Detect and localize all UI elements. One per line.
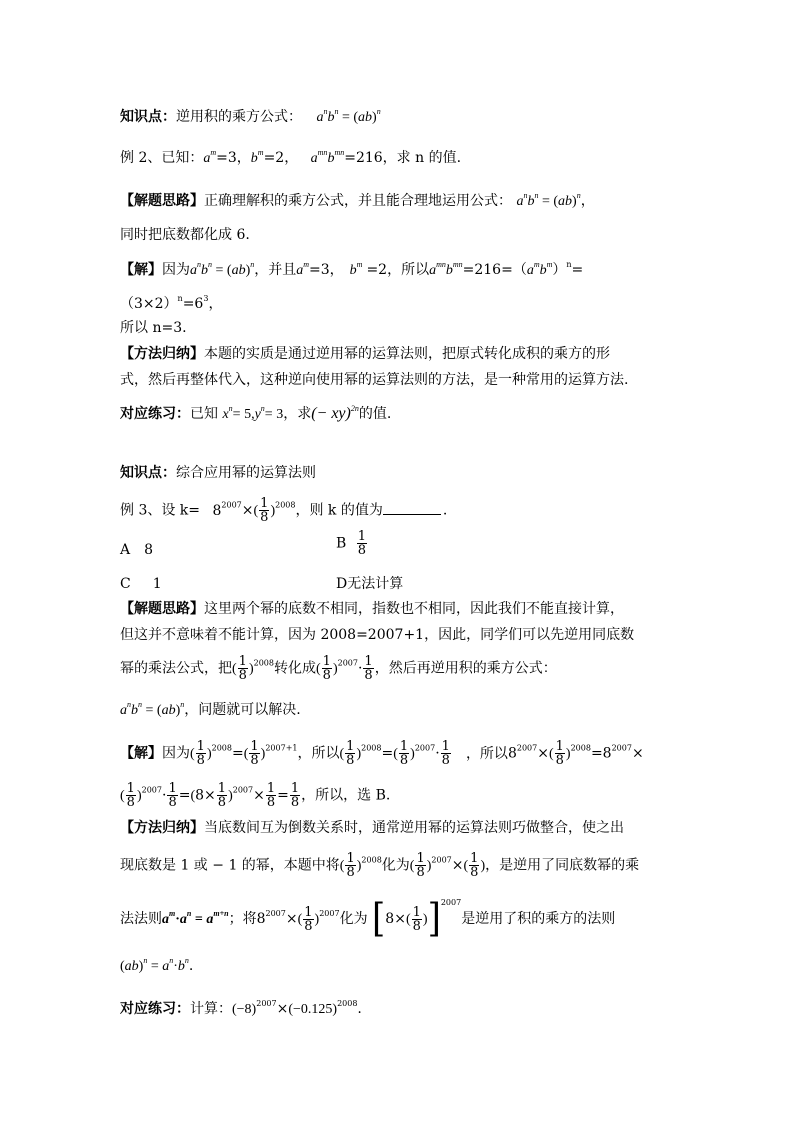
lparen: ( bbox=[463, 858, 469, 874]
fraction-1-8 bbox=[126, 782, 136, 809]
base-8: 8 bbox=[256, 911, 266, 927]
solution-label: 【解】 bbox=[120, 745, 162, 762]
option-c-label: C bbox=[120, 576, 131, 592]
solution-3-line1 bbox=[120, 740, 644, 767]
base-8: 8 bbox=[212, 502, 222, 519]
method-3-text3c: 化为 bbox=[339, 911, 368, 927]
fraction-1-8 bbox=[345, 740, 355, 767]
times: × bbox=[204, 787, 216, 804]
method-3-end: . bbox=[188, 958, 194, 974]
fraction-1-8 bbox=[441, 740, 451, 767]
fraction-1-8 bbox=[357, 530, 367, 557]
fraction-1-8 bbox=[469, 852, 479, 879]
var-a: a bbox=[203, 151, 211, 166]
lparen: ( bbox=[393, 746, 398, 762]
fraction-1-8 bbox=[322, 655, 332, 682]
lparen: ( bbox=[315, 661, 321, 677]
den: 8 bbox=[555, 753, 564, 768]
exp-2007p1: 2007+1 bbox=[265, 743, 298, 753]
den: 8 bbox=[238, 668, 247, 683]
fraction-1-8 bbox=[412, 906, 422, 933]
den: 8 bbox=[441, 753, 450, 768]
solution-3-line2 bbox=[120, 782, 390, 809]
exp-n: n bbox=[566, 260, 572, 269]
practice-2 bbox=[120, 404, 391, 425]
idea-3-line2: 但这并不意味着不能计算，因为 2008=2007+1，因此，同学们可以先逆用同底数 bbox=[120, 627, 635, 643]
exp-2007: 2007 bbox=[516, 743, 538, 753]
method-3-text1: 当底数间互为倒数关系时，通常逆用幂的运算法则巧做整合，使之出 bbox=[204, 820, 624, 836]
num: 1 bbox=[470, 851, 479, 866]
exp-2007: 2007 bbox=[440, 898, 462, 907]
option-c bbox=[120, 574, 162, 594]
knowledge-label: 知识点： bbox=[120, 109, 176, 125]
den: 8 bbox=[260, 510, 269, 525]
den: 8 bbox=[266, 795, 276, 810]
formula: $a^nb^n = (ab)^n$ bbox=[516, 191, 581, 209]
dot: . bbox=[357, 1001, 362, 1017]
example-2-prefix: 例 2、已知： bbox=[120, 150, 204, 166]
times: × bbox=[394, 911, 406, 927]
rparen: ) bbox=[260, 746, 266, 762]
option-d bbox=[336, 574, 403, 594]
formula-am-an: $a^m\cdot a^n = a^{m+n}$ bbox=[162, 909, 229, 927]
idea-3-line3 bbox=[120, 655, 557, 682]
base-8: 8 bbox=[507, 745, 517, 762]
rparen: ) bbox=[228, 788, 233, 804]
exp-2008: 2008 bbox=[361, 855, 382, 865]
solution-2-line1 bbox=[120, 260, 583, 281]
var-yn: $y^n$ bbox=[254, 404, 265, 422]
den: 8 bbox=[412, 918, 421, 934]
example-2 bbox=[120, 148, 461, 169]
option-a-label: A bbox=[120, 542, 131, 558]
exp-2008: 2008 bbox=[211, 743, 232, 753]
example-3-pre: 例 3、设 k= bbox=[120, 502, 201, 519]
num: 1 bbox=[412, 904, 421, 920]
practice-label: 对应练习： bbox=[120, 1001, 190, 1017]
exp-2008: 2008 bbox=[253, 658, 274, 668]
fraction-1-8 bbox=[196, 740, 206, 767]
method-3-line4 bbox=[120, 956, 193, 977]
den: 8 bbox=[470, 865, 479, 880]
num: 1 bbox=[416, 851, 425, 866]
var-ambm: $a^{mn}b^{mn}$ bbox=[429, 260, 463, 278]
eq-6: =6 bbox=[182, 296, 204, 312]
den: 8 bbox=[346, 865, 355, 880]
so: ，所以 bbox=[297, 745, 340, 762]
knowledge-text: 逆用积的乘方公式： bbox=[176, 109, 302, 125]
times: × bbox=[253, 787, 265, 804]
rparen: ) bbox=[422, 912, 428, 927]
solution-mid: ，并且 bbox=[254, 262, 297, 278]
times: × bbox=[631, 745, 644, 762]
cond-216: =216，求 n 的值. bbox=[344, 150, 462, 166]
den: 8 bbox=[304, 918, 313, 934]
lparen: ( bbox=[409, 858, 415, 874]
rparen: ) bbox=[356, 746, 362, 762]
expr-neg8: (−8) bbox=[232, 1002, 257, 1017]
idea-3-text3b: 转化成 bbox=[273, 660, 316, 677]
lparen: ( bbox=[548, 746, 554, 762]
den: 8 bbox=[399, 753, 409, 768]
practice-post: 的值. bbox=[358, 406, 392, 422]
base-8: 8 bbox=[385, 911, 395, 927]
fraction-1-8 bbox=[238, 655, 248, 682]
rparen: ) bbox=[410, 746, 415, 762]
times: × bbox=[285, 911, 298, 927]
num: 1 bbox=[357, 529, 367, 544]
den: 8 bbox=[357, 543, 367, 558]
num: 1 bbox=[238, 654, 247, 669]
exp-2007: 2007 bbox=[232, 785, 254, 795]
method-label: 【方法归纳】 bbox=[120, 820, 204, 836]
lparen: ( bbox=[297, 912, 303, 927]
method-label: 【方法归纳】 bbox=[120, 346, 204, 362]
practice-label: 对应练习： bbox=[120, 406, 190, 422]
exp-mn2: mn bbox=[334, 148, 345, 157]
idea-text: 正确理解积的乘方公式，并且能合理地运用公式： bbox=[204, 193, 512, 209]
dot: . bbox=[442, 502, 448, 519]
knowledge-point-2 bbox=[120, 463, 316, 483]
fraction-1-8 bbox=[345, 852, 355, 879]
formula: $a^nb^n = (ab)^n$ bbox=[120, 700, 185, 718]
fraction-1-8 bbox=[217, 782, 227, 809]
den: 8 bbox=[196, 753, 205, 768]
rparen: ) bbox=[332, 661, 338, 677]
method-3-text2b: 化为 bbox=[381, 857, 410, 874]
solution-2-line2 bbox=[120, 294, 222, 314]
fraction-1-8 bbox=[167, 782, 177, 809]
practice-pre: 已知 bbox=[190, 406, 218, 422]
option-a bbox=[120, 540, 153, 560]
num: 1 bbox=[290, 781, 300, 796]
fraction-1-8 bbox=[249, 740, 259, 767]
idea-2-line2: 同时把底数都化成 6. bbox=[120, 227, 250, 243]
formula: $a^nb^n = (ab)^n$ bbox=[316, 107, 381, 125]
exp-2007: 2007 bbox=[221, 500, 242, 510]
idea-label: 【解题思路】 bbox=[120, 193, 204, 209]
close-paren: ） bbox=[552, 262, 567, 278]
dot-op: · bbox=[161, 787, 167, 804]
num: 1 bbox=[266, 781, 276, 796]
fraction-1-8 bbox=[259, 497, 269, 524]
num: 1 bbox=[260, 496, 269, 511]
option-b-label: B bbox=[336, 535, 347, 552]
eq: = bbox=[590, 745, 603, 762]
method-3-text3d: 是逆用了积的乘方的法则 bbox=[461, 911, 616, 927]
num: 1 bbox=[250, 739, 259, 754]
idea-3-text1: 这里两个幂的底数不相同，指数也不相同，因此我们不能直接计算， bbox=[204, 601, 624, 617]
solution-3-end: ，所以，选 B. bbox=[301, 787, 391, 804]
exp-2007: 2007 bbox=[265, 909, 286, 918]
answer-blank[interactable] bbox=[383, 502, 441, 515]
inner-ambm: $a^mb^m$ bbox=[526, 260, 553, 278]
rparen: ) bbox=[206, 746, 212, 762]
var-am: $a^m$ bbox=[296, 260, 310, 278]
fraction-1-8 bbox=[555, 740, 565, 767]
num: 1 bbox=[217, 781, 227, 796]
lparen: ( bbox=[243, 746, 249, 762]
num: 1 bbox=[346, 739, 355, 754]
cond-a: =3， bbox=[216, 150, 251, 166]
lparen: ( bbox=[253, 503, 259, 519]
method-text1: 本题的实质是通过逆用幂的运算法则，把原式转化成积的乘方的形 bbox=[204, 346, 610, 362]
method-2-line2: 式，然后再整体代入，这种逆向使用幂的运算法则的方法，是一种常用的运算方法. bbox=[120, 372, 629, 388]
eq: = bbox=[178, 787, 191, 804]
times: × bbox=[241, 502, 254, 519]
idea-3-text3a: 幂的乘法公式，把 bbox=[120, 660, 232, 677]
den: 8 bbox=[364, 668, 373, 683]
so2: ，所以 bbox=[465, 745, 508, 762]
num: 1 bbox=[399, 739, 409, 754]
cond-x: = 5, bbox=[232, 407, 255, 422]
base-8: 8 bbox=[195, 787, 205, 804]
num: 1 bbox=[196, 739, 205, 754]
method-2-line1 bbox=[120, 344, 610, 364]
knowledge-text-2: 综合应用幂的运算法则 bbox=[176, 465, 316, 481]
idea-3-line1 bbox=[120, 599, 624, 619]
base-xy: (− xy) bbox=[311, 405, 351, 422]
den: 8 bbox=[217, 795, 227, 810]
idea-2-line1 bbox=[120, 191, 595, 212]
right-bracket: ] bbox=[427, 896, 441, 942]
exp-2008: 2008 bbox=[337, 999, 358, 1008]
option-b bbox=[336, 530, 368, 557]
expr-neg0125: (−0.125) bbox=[288, 1002, 338, 1017]
num: 1 bbox=[364, 654, 373, 669]
solution-pre: 因为 bbox=[162, 262, 190, 278]
den: 8 bbox=[126, 795, 135, 810]
exp-2007: 2007 bbox=[319, 909, 340, 918]
formula: $a^nb^n = (ab)^n$ bbox=[190, 260, 255, 278]
cond-bm: =2，所以 bbox=[366, 262, 430, 278]
num: 1 bbox=[168, 781, 177, 796]
var-b2: b bbox=[327, 151, 335, 166]
eq: = bbox=[277, 787, 289, 804]
option-d-label: D bbox=[336, 576, 348, 592]
times: × bbox=[537, 745, 549, 762]
den: 8 bbox=[290, 795, 300, 810]
times: × bbox=[451, 857, 464, 874]
exp-3: 3 bbox=[203, 294, 209, 303]
method-3-text3a: 法法则 bbox=[120, 911, 162, 927]
num: 1 bbox=[126, 781, 135, 796]
exp-m: m bbox=[210, 148, 217, 157]
rparen: ) bbox=[314, 912, 320, 927]
rparen: ) bbox=[248, 661, 254, 677]
option-d-value: 无法计算 bbox=[347, 576, 404, 592]
num: 1 bbox=[555, 739, 564, 754]
den: 8 bbox=[250, 753, 259, 768]
lparen: ( bbox=[190, 788, 196, 804]
left-bracket: [ bbox=[372, 896, 386, 942]
var-a2: a bbox=[310, 151, 318, 166]
fraction-1-8 bbox=[290, 782, 300, 809]
exp-2007: 2007 bbox=[414, 743, 436, 753]
exp-2007: 2007 bbox=[611, 743, 632, 753]
eq-end: = bbox=[571, 262, 584, 278]
lparen: ( bbox=[339, 746, 345, 762]
exp-n2: n bbox=[177, 294, 183, 303]
lparen: ( bbox=[190, 746, 195, 762]
fraction-1-8 bbox=[399, 740, 409, 767]
knowledge-label-2: 知识点： bbox=[120, 465, 176, 481]
num: 1 bbox=[322, 654, 331, 669]
solution-3-pre: 因为 bbox=[162, 745, 190, 762]
example-3 bbox=[120, 497, 447, 524]
example-3-post: ，则 k 的值为 bbox=[295, 502, 383, 519]
method-3-line2 bbox=[120, 852, 639, 879]
cond-am: =3， bbox=[309, 262, 344, 278]
exp-2007: 2007 bbox=[256, 999, 277, 1008]
den: 8 bbox=[168, 795, 177, 810]
practice-3 bbox=[120, 999, 362, 1020]
den: 8 bbox=[346, 753, 355, 768]
comma: ， bbox=[208, 296, 223, 312]
rparen: ) bbox=[565, 746, 571, 762]
rparen: ) bbox=[426, 858, 432, 874]
den: 8 bbox=[416, 865, 425, 880]
exp-2n: 2n bbox=[350, 404, 359, 413]
exp-2008: 2008 bbox=[570, 743, 591, 753]
var-b: b bbox=[250, 151, 258, 166]
exp-2007: 2007 bbox=[141, 785, 162, 795]
num: 1 bbox=[346, 851, 355, 866]
lparen: ( bbox=[120, 788, 125, 804]
num: 1 bbox=[441, 739, 450, 754]
var-xn: $x^n$ bbox=[222, 404, 233, 422]
idea-tail: ， bbox=[580, 193, 595, 209]
idea-label: 【解题思路】 bbox=[120, 601, 204, 617]
method-3-text2a: 现底数是 1 或 − 1 的幂，本题中将 bbox=[120, 857, 340, 874]
method-3-text3b: ；将 bbox=[228, 911, 257, 927]
solution-label: 【解】 bbox=[120, 262, 162, 278]
solution-2-line3: 所以 n=3. bbox=[120, 320, 187, 336]
idea-3-text4: ，问题就可以解决. bbox=[184, 702, 301, 718]
lparen: ( bbox=[232, 661, 237, 677]
cond-y: = 3，求 bbox=[264, 407, 312, 422]
fraction-1-8 bbox=[363, 655, 373, 682]
exp-2007: 2007 bbox=[337, 658, 358, 668]
cond-b: =2， bbox=[263, 150, 299, 166]
method-3-text2c: ，是逆用了同底数幂的乘 bbox=[485, 857, 640, 874]
exp-2007: 2007 bbox=[431, 855, 452, 865]
exp-m2: m bbox=[257, 148, 264, 157]
method-3-line1 bbox=[120, 818, 624, 838]
eq-216: =216=（ bbox=[462, 262, 527, 278]
idea-3-line4 bbox=[120, 700, 301, 721]
num: 1 bbox=[304, 904, 313, 920]
dot-op: · bbox=[357, 660, 363, 677]
exp-2008: 2008 bbox=[361, 743, 382, 753]
fraction-1-8 bbox=[303, 906, 313, 933]
rparen: ) bbox=[480, 858, 486, 874]
practice-3-text: 计算： bbox=[190, 1001, 232, 1017]
exp-2008: 2008 bbox=[275, 500, 296, 510]
dot-op: · bbox=[435, 745, 440, 762]
eq: = bbox=[231, 745, 244, 762]
idea-3-text3c: ，然后再逆用积的乘方公式： bbox=[374, 660, 557, 677]
times: × bbox=[276, 1001, 289, 1017]
den: 8 bbox=[322, 668, 331, 683]
fraction-1-8 bbox=[415, 852, 425, 879]
lparen: ( bbox=[405, 912, 411, 927]
fraction-1-8 bbox=[266, 782, 276, 809]
rparen: ) bbox=[136, 788, 142, 804]
rparen: ) bbox=[270, 503, 276, 519]
exp-mn: mn bbox=[317, 148, 328, 157]
eq: = bbox=[381, 745, 394, 762]
option-c-value: 1 bbox=[152, 576, 162, 592]
var-bm: $b^m$ bbox=[349, 260, 363, 278]
option-a-value: 8 bbox=[144, 542, 154, 558]
base-3x2: （3×2） bbox=[120, 296, 178, 312]
method-3-line3 bbox=[120, 896, 616, 942]
lparen: ( bbox=[339, 858, 345, 874]
base-8: 8 bbox=[602, 745, 612, 762]
knowledge-point-1 bbox=[120, 107, 381, 128]
formula-ab-n: $(ab)^n = a^n\cdot b^n$ bbox=[120, 956, 189, 974]
rparen: ) bbox=[356, 858, 362, 874]
